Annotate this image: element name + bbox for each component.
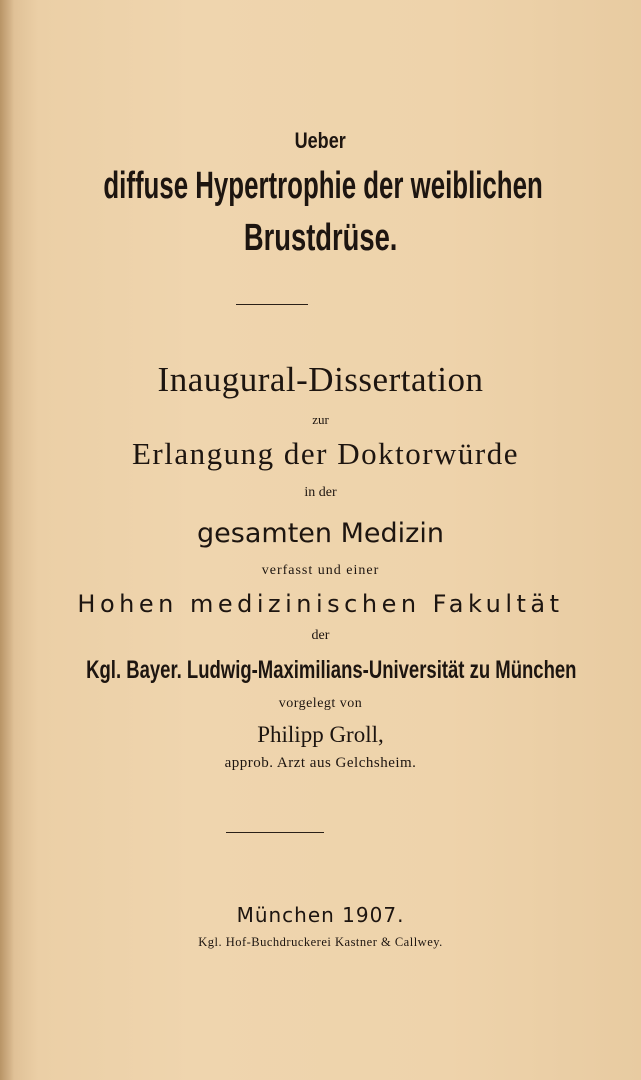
place-year: München 1907. xyxy=(236,903,405,927)
university-text: Kgl. Bayer. Ludwig-Maximilians-Universität zu München xyxy=(86,656,577,684)
field-heading: gesamten Medizin xyxy=(197,518,444,549)
degree-heading: Erlangung der Doktorwürde xyxy=(131,436,519,471)
divider-rule-bottom xyxy=(226,832,324,833)
title-line-1 xyxy=(0,165,641,208)
divider-rule-top xyxy=(236,304,308,305)
preface-line xyxy=(0,128,641,154)
university-line xyxy=(0,656,641,685)
presented-by-text: vorgelegt von xyxy=(278,696,363,711)
author-detail: approb. Arzt aus Gelchsheim. xyxy=(224,755,417,771)
in-der-text: in der xyxy=(304,485,337,500)
zur-text: zur xyxy=(312,412,329,427)
title-text-2: Brustdrüse. xyxy=(243,217,398,259)
printer-imprint: Kgl. Hof-Buchdruckerei Kastner & Callwey. xyxy=(198,935,443,949)
submitted-to-text: verfasst und einer xyxy=(261,563,380,578)
title-line-2 xyxy=(0,217,641,260)
preface-text: Ueber xyxy=(294,128,347,153)
faculty-heading: Hohen medizinischen Fakultät xyxy=(77,590,564,618)
der-text: der xyxy=(311,628,330,643)
doc-type-heading: Inaugural-Dissertation xyxy=(157,360,484,399)
title-text-1: diffuse Hypertrophie der weiblichen xyxy=(103,165,543,207)
author-name: Philipp Groll, xyxy=(257,722,384,747)
